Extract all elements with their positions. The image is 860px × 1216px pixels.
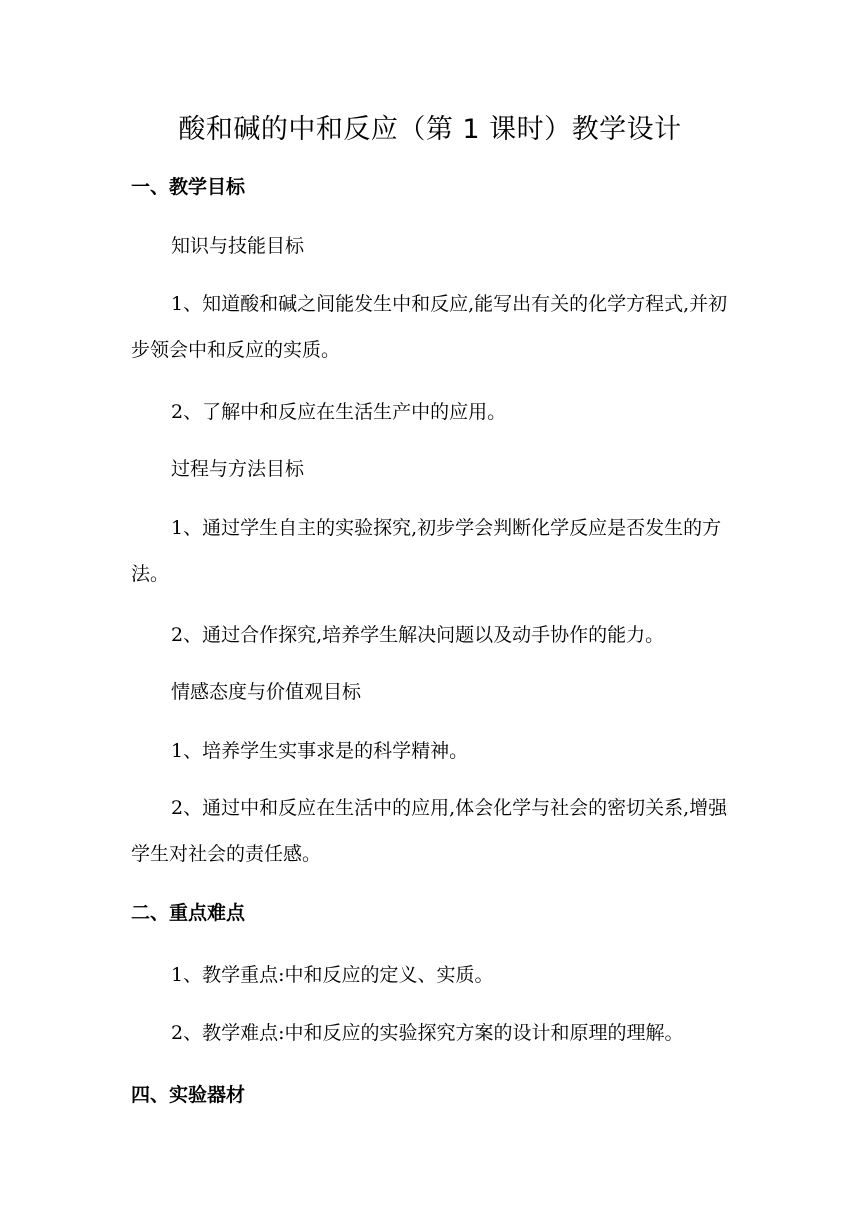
- subheading-emotion-values: 情感态度与价值观目标: [171, 681, 362, 703]
- section-heading-key-points: 二、重点难点: [131, 902, 246, 924]
- paragraph-process-2: 2、通过合作探究,培养学生解决问题以及动手协作的能力。: [171, 624, 665, 646]
- section-heading-equipment: 四、实验器材: [131, 1084, 246, 1106]
- paragraph-process-1: 1、通过学生自主的实验探究,初步学会判断化学反应是否发生的方法。: [131, 517, 722, 585]
- paragraph-key-point: 1、教学重点:中和反应的定义、实质。: [171, 964, 494, 986]
- document-title: 酸和碱的中和反应（第 1 课时）教学设计: [178, 114, 682, 145]
- paragraph-emotion-2: 2、通过中和反应在生活中的应用,体会化学与社会的密切关系,增强学生对社会的责任感。: [131, 797, 728, 865]
- paragraph-difficult-point: 2、教学难点:中和反应的实验探究方案的设计和原理的理解。: [171, 1022, 684, 1044]
- subheading-knowledge-skills: 知识与技能目标: [171, 235, 305, 257]
- paragraph-knowledge-1: 1、知道酸和碱之间能发生中和反应,能写出有关的化学方程式,并初步领会中和反应的实质。: [131, 293, 728, 361]
- section-heading-objectives: 一、教学目标: [131, 176, 246, 198]
- subheading-process-methods: 过程与方法目标: [171, 458, 305, 480]
- paragraph-knowledge-2: 2、了解中和反应在生活生产中的应用。: [171, 401, 507, 423]
- paragraph-emotion-1: 1、培养学生实事求是的科学精神。: [171, 740, 469, 762]
